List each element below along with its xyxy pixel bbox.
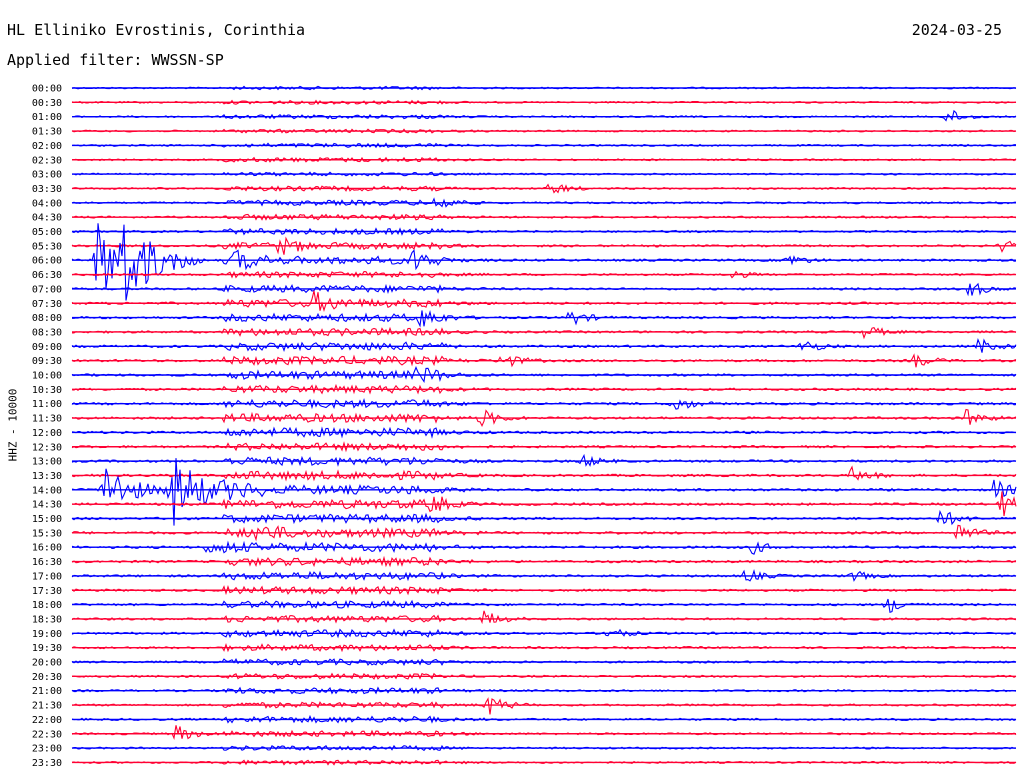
- time-tick-label: 12:00: [31, 427, 62, 439]
- channel-axis-label: HHZ - 10000: [6, 388, 20, 462]
- time-tick-label: 08:00: [31, 313, 62, 325]
- time-tick-label: 21:00: [31, 686, 62, 698]
- time-tick-label: 12:30: [31, 442, 62, 454]
- time-tick-label: 09:00: [31, 341, 62, 353]
- time-tick-label: 11:00: [31, 399, 62, 411]
- station-title: HL Elliniko Evrostinis, Corinthia: [7, 21, 306, 39]
- trace-group: [72, 86, 1016, 764]
- seismic-trace: [72, 725, 1016, 738]
- time-tick-label: 07:00: [31, 284, 62, 296]
- time-tick-label: 10:00: [31, 370, 62, 382]
- time-tick-label: 00:00: [31, 83, 62, 95]
- seismic-trace: [72, 111, 1016, 121]
- time-tick-label: 19:30: [31, 643, 62, 655]
- seismic-trace: [72, 291, 1016, 311]
- time-tick-label: 21:30: [31, 700, 62, 712]
- time-tick-label: 05:30: [31, 241, 62, 253]
- seismic-trace: [72, 284, 1016, 296]
- seismic-trace: [72, 611, 1016, 623]
- seismic-trace: [72, 467, 1016, 480]
- time-tick-label: 03:00: [31, 169, 62, 181]
- time-tick-label: 16:00: [31, 542, 62, 554]
- time-tick-label: 04:00: [31, 198, 62, 210]
- time-tick-label: 07:30: [31, 298, 62, 310]
- time-tick-label: 20:30: [31, 671, 62, 683]
- time-tick-label: 01:00: [31, 112, 62, 124]
- date-label: 2024-03-25: [911, 21, 1002, 39]
- time-tick-label: 17:00: [31, 571, 62, 583]
- seismic-trace: [72, 311, 1016, 327]
- time-tick-label: 15:30: [31, 528, 62, 540]
- time-tick-label: 22:30: [31, 729, 62, 741]
- time-tick-label: 03:30: [31, 183, 62, 195]
- time-tick-label: 08:30: [31, 327, 62, 339]
- time-tick-label: 19:00: [31, 628, 62, 640]
- time-tick-label: 13:00: [31, 456, 62, 468]
- seismic-trace: [72, 699, 1016, 715]
- time-tick-label: 16:30: [31, 557, 62, 569]
- filter-label: Applied filter: WWSSN-SP: [7, 51, 224, 69]
- time-tick-label: 06:00: [31, 255, 62, 267]
- seismic-trace: [72, 543, 1016, 555]
- time-tick-label: 06:30: [31, 270, 62, 282]
- seismic-trace: [72, 328, 1016, 338]
- seismic-trace: [72, 400, 1016, 409]
- time-tick-label: 10:30: [31, 384, 62, 396]
- time-tick-label: 14:30: [31, 499, 62, 511]
- time-tick-label: 11:30: [31, 413, 62, 425]
- time-tick-label: 22:00: [31, 714, 62, 726]
- time-tick-label: 18:30: [31, 614, 62, 626]
- tick-label-group: [32, 84, 62, 769]
- time-tick-label: 09:30: [31, 356, 62, 368]
- time-tick-label: 02:30: [31, 155, 62, 167]
- time-tick-label: 05:00: [31, 227, 62, 238]
- time-tick-label: 18:00: [31, 600, 62, 612]
- time-tick-label: 23:00: [31, 743, 62, 755]
- time-tick-label: 15:00: [31, 514, 62, 525]
- time-tick-label: 04:30: [31, 212, 62, 224]
- time-tick-label: 02:00: [31, 140, 62, 152]
- time-tick-label: 23:30: [31, 757, 62, 769]
- seismic-trace: [72, 512, 1016, 524]
- seismic-trace: [72, 599, 1016, 612]
- time-tick-label: 13:30: [31, 470, 62, 482]
- time-tick-label: 17:30: [31, 585, 62, 597]
- time-tick-label: 01:30: [31, 126, 62, 138]
- time-tick-label: 20:00: [31, 657, 62, 669]
- seismic-trace: [72, 458, 1016, 525]
- time-tick-label: 00:30: [31, 97, 62, 109]
- time-tick-label: 14:00: [31, 485, 62, 497]
